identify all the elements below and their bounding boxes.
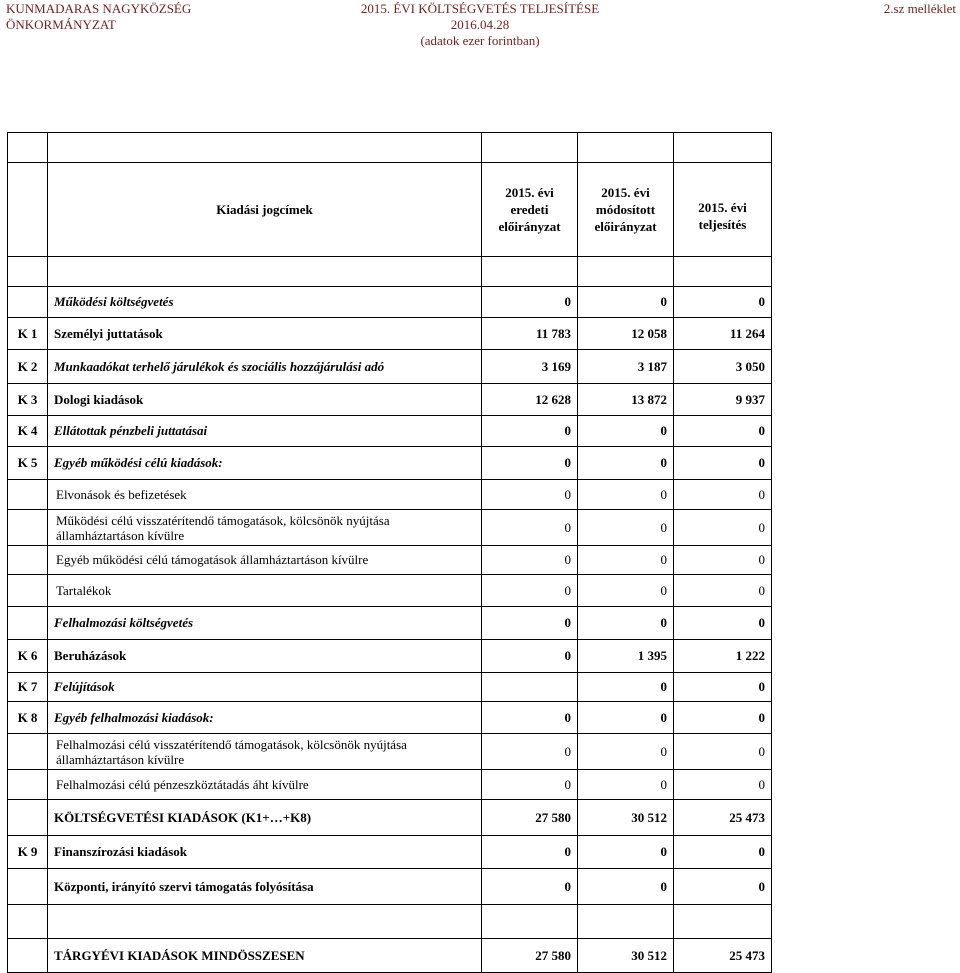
header-actual-line-2: teljesítés bbox=[698, 216, 747, 232]
row-code: K 9 bbox=[8, 836, 48, 869]
row-name: Egyéb működési célú támogatások államháztartáson kívülre bbox=[48, 546, 482, 575]
row-code bbox=[8, 939, 48, 973]
row-name: Dologi kiadások bbox=[48, 384, 482, 416]
row-actual: 1 222 bbox=[674, 640, 772, 673]
table-spacer-row bbox=[8, 257, 772, 287]
table-row bbox=[8, 384, 772, 416]
row-modified: 12 058 bbox=[578, 318, 674, 350]
row-modified: 0 bbox=[578, 734, 674, 770]
row-modified: 0 bbox=[578, 607, 674, 640]
row-actual: 0 bbox=[674, 287, 772, 318]
row-name: Finanszírozási kiadások bbox=[48, 836, 482, 869]
row-name: Beruházások bbox=[48, 640, 482, 673]
row-original: 0 bbox=[482, 447, 578, 480]
row-actual: 0 bbox=[674, 546, 772, 575]
row-name: Egyéb működési célú kiadások: bbox=[48, 447, 482, 480]
header-original-line-3: előirányzat bbox=[498, 219, 561, 234]
row-original: 0 bbox=[482, 416, 578, 447]
row-original: 0 bbox=[482, 836, 578, 869]
row-name: Személyi juttatások bbox=[48, 318, 482, 350]
row-name: Központi, irányító szervi támogatás folyósítása bbox=[48, 869, 482, 905]
row-actual: 11 264 bbox=[674, 318, 772, 350]
row-code bbox=[8, 480, 48, 510]
annex-label: 2.sz melléklet bbox=[883, 1, 956, 16]
row-original: 0 bbox=[482, 510, 578, 546]
row-name: Egyéb felhalmozási kiadások: bbox=[48, 702, 482, 734]
row-actual: 0 bbox=[674, 770, 772, 800]
row-actual: 0 bbox=[674, 416, 772, 447]
report-date: 2016.04.28 bbox=[450, 17, 510, 32]
row-modified: 0 bbox=[578, 836, 674, 869]
row-code bbox=[8, 546, 48, 575]
row-name: Munkaadókat terhelő járulékok és szociális hozzájárulási adó bbox=[48, 350, 482, 384]
row-modified: 1 395 bbox=[578, 640, 674, 673]
row-original: 0 bbox=[482, 869, 578, 905]
header-actual-line-1: 2015. évi bbox=[698, 199, 747, 215]
row-modified: 0 bbox=[578, 575, 674, 607]
row-code bbox=[8, 869, 48, 905]
row-original: 27 580 bbox=[482, 939, 578, 973]
row-modified: 0 bbox=[578, 480, 674, 510]
row-original: 3 169 bbox=[482, 350, 578, 384]
row-actual: 3 050 bbox=[674, 350, 772, 384]
organization-name bbox=[6, 1, 191, 33]
table-row bbox=[8, 836, 772, 869]
header-actual-cell bbox=[674, 163, 772, 257]
row-code: K 3 bbox=[8, 384, 48, 416]
table-row bbox=[8, 287, 772, 318]
row-actual: 0 bbox=[674, 673, 772, 702]
table-row bbox=[8, 869, 772, 905]
row-original: 0 bbox=[482, 287, 578, 318]
report-title bbox=[330, 1, 630, 49]
row-original: 0 bbox=[482, 546, 578, 575]
row-original: 0 bbox=[482, 702, 578, 734]
row-original: 11 783 bbox=[482, 318, 578, 350]
row-modified: 0 bbox=[578, 770, 674, 800]
table-row bbox=[8, 607, 772, 640]
row-original: 0 bbox=[482, 607, 578, 640]
row-name: Tartalékok bbox=[48, 575, 482, 607]
header-code-cell bbox=[8, 163, 48, 257]
row-code bbox=[8, 734, 48, 770]
row-modified: 30 512 bbox=[578, 800, 674, 836]
table-row bbox=[8, 640, 772, 673]
row-name: Ellátottak pénzbeli juttatásai bbox=[48, 416, 482, 447]
row-actual: 0 bbox=[674, 480, 772, 510]
header-original-cell bbox=[482, 163, 578, 257]
row-code: K 5 bbox=[8, 447, 48, 480]
table-row bbox=[8, 318, 772, 350]
row-name: Felhalmozási költségvetés bbox=[48, 607, 482, 640]
row-actual: 0 bbox=[674, 734, 772, 770]
row-actual: 25 473 bbox=[674, 939, 772, 973]
row-original: 0 bbox=[482, 770, 578, 800]
row-name bbox=[48, 510, 482, 546]
table-row bbox=[8, 734, 772, 770]
header-original-line-2: eredeti bbox=[510, 202, 549, 217]
table-row bbox=[8, 702, 772, 734]
table-row bbox=[8, 447, 772, 480]
row-name: TÁRGYÉVI KIADÁSOK MINDÖSSZESEN bbox=[48, 939, 482, 973]
row-modified: 0 bbox=[578, 416, 674, 447]
row-name: Elvonások és befizetések bbox=[48, 480, 482, 510]
row-original: 0 bbox=[482, 640, 578, 673]
organization-line-2: ÖNKORMÁNYZAT bbox=[6, 17, 116, 32]
header-modified-cell bbox=[578, 163, 674, 257]
row-code: K 8 bbox=[8, 702, 48, 734]
row-actual: 0 bbox=[674, 836, 772, 869]
header-original-line-1: 2015. évi bbox=[505, 185, 554, 200]
table-header-row bbox=[8, 163, 772, 257]
table-row bbox=[8, 350, 772, 384]
report-title-line-1: 2015. ÉVI KÖLTSÉGVETÉS TELJESÍTÉSE bbox=[360, 1, 600, 16]
row-code bbox=[8, 770, 48, 800]
row-name-line-1: Működési célú visszatérítendő támogatások, kölcsönök nyújtása bbox=[56, 512, 390, 528]
row-code bbox=[8, 510, 48, 546]
row-name: KÖLTSÉGVETÉSI KIADÁSOK (K1+…+K8) bbox=[48, 800, 482, 836]
row-code: K 4 bbox=[8, 416, 48, 447]
table-row bbox=[8, 546, 772, 575]
header-modified-line-1: 2015. évi bbox=[601, 185, 650, 200]
row-name-line-2: államháztartáson kívülre bbox=[56, 751, 185, 767]
row-code: K 2 bbox=[8, 350, 48, 384]
row-code: K 6 bbox=[8, 640, 48, 673]
table-row bbox=[8, 673, 772, 702]
row-actual: 0 bbox=[674, 702, 772, 734]
row-actual: 0 bbox=[674, 447, 772, 480]
row-name: Felújítások bbox=[48, 673, 482, 702]
table-row bbox=[8, 575, 772, 607]
table-row bbox=[8, 510, 772, 546]
row-actual: 25 473 bbox=[674, 800, 772, 836]
table-row bbox=[8, 480, 772, 510]
row-code bbox=[8, 287, 48, 318]
row-original: 12 628 bbox=[482, 384, 578, 416]
row-name-line-2: államháztartáson kívülre bbox=[56, 527, 185, 543]
table-row-grand-total bbox=[8, 939, 772, 973]
row-actual: 0 bbox=[674, 510, 772, 546]
row-original: 0 bbox=[482, 575, 578, 607]
row-code: K 7 bbox=[8, 673, 48, 702]
row-modified: 0 bbox=[578, 287, 674, 318]
row-original bbox=[482, 673, 578, 702]
row-original: 0 bbox=[482, 734, 578, 770]
table-row bbox=[8, 770, 772, 800]
table-spacer-row bbox=[8, 133, 772, 163]
row-name bbox=[48, 734, 482, 770]
header-modified-line-3: előirányzat bbox=[594, 219, 657, 234]
row-original: 27 580 bbox=[482, 800, 578, 836]
header-name-cell: Kiadási jogcímek bbox=[48, 163, 482, 257]
row-modified: 0 bbox=[578, 510, 674, 546]
table-row-subtotal bbox=[8, 800, 772, 836]
expenditure-table bbox=[7, 132, 772, 973]
row-modified: 13 872 bbox=[578, 384, 674, 416]
table-row bbox=[8, 416, 772, 447]
row-actual: 0 bbox=[674, 869, 772, 905]
row-name-line-1: Felhalmozási célú visszatérítendő támogatások, kölcsönök nyújtása bbox=[56, 736, 407, 752]
row-code bbox=[8, 800, 48, 836]
row-code bbox=[8, 575, 48, 607]
row-modified: 0 bbox=[578, 869, 674, 905]
row-modified: 3 187 bbox=[578, 350, 674, 384]
row-modified: 0 bbox=[578, 546, 674, 575]
row-name: Felhalmozási célú pénzeszköztátadás áht kívülre bbox=[48, 770, 482, 800]
row-code bbox=[8, 607, 48, 640]
row-modified: 0 bbox=[578, 702, 674, 734]
row-modified: 0 bbox=[578, 673, 674, 702]
row-actual: 0 bbox=[674, 607, 772, 640]
row-original: 0 bbox=[482, 480, 578, 510]
row-code: K 1 bbox=[8, 318, 48, 350]
header-modified-line-2: módosított bbox=[595, 202, 656, 217]
table-spacer-row bbox=[8, 905, 772, 939]
row-modified: 0 bbox=[578, 447, 674, 480]
organization-line-1: KUNMADARAS NAGYKÖZSÉG bbox=[6, 1, 192, 16]
row-actual: 9 937 bbox=[674, 384, 772, 416]
row-name: Működési költségvetés bbox=[48, 287, 482, 318]
report-units: (adatok ezer forintban) bbox=[420, 33, 540, 48]
row-modified: 30 512 bbox=[578, 939, 674, 973]
row-actual: 0 bbox=[674, 575, 772, 607]
